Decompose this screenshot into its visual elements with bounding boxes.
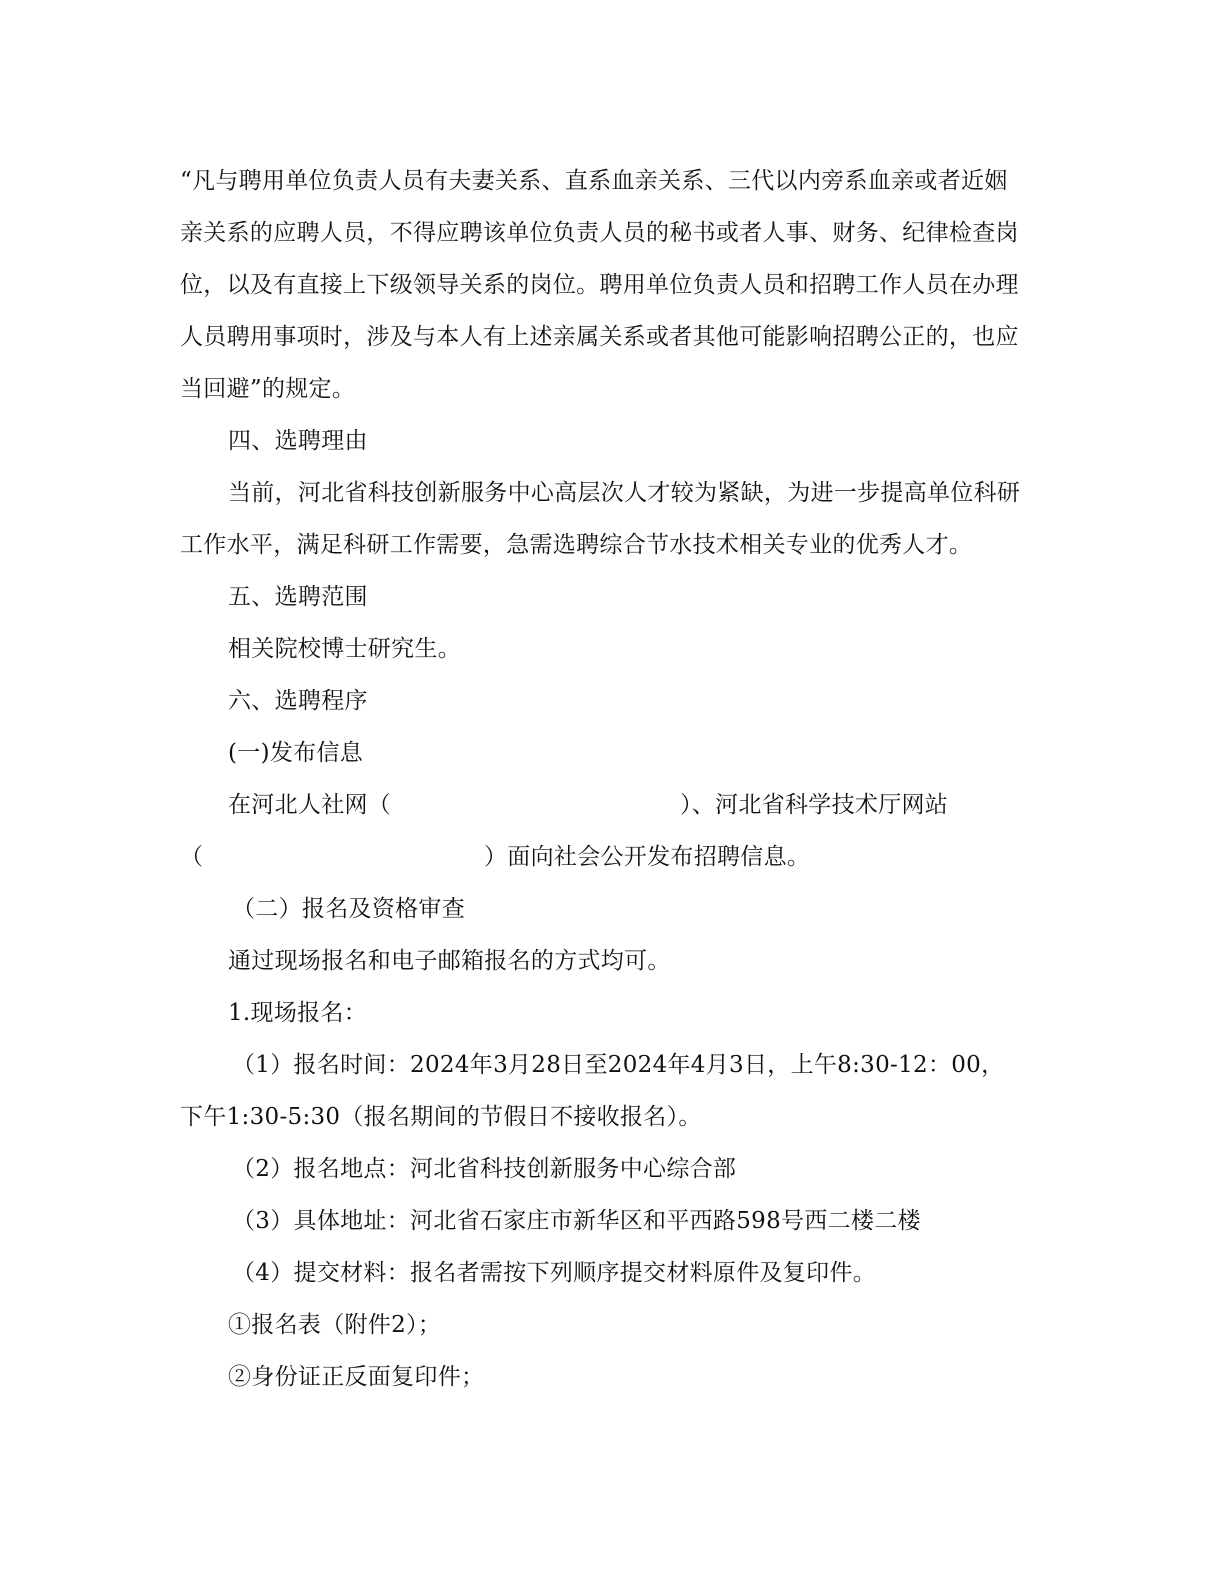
paragraph-line: 位，以及有直接上下级领导关系的岗位。聘用单位负责人员和招聘工作人员在办理 xyxy=(180,272,1019,298)
list-item: （4）提交材料：报名者需按下列顺序提交材料原件及复印件。 xyxy=(232,1260,877,1286)
paragraph-line: 通过现场报名和电子邮箱报名的方式均可。 xyxy=(228,948,671,974)
paragraph-line: 当回避”的规定。 xyxy=(180,376,356,402)
paragraph-line: （ xyxy=(180,844,204,870)
section-heading: 六、选聘程序 xyxy=(228,688,368,714)
list-item: ①报名表（附件2）； xyxy=(228,1312,442,1338)
section-heading: 五、选聘范围 xyxy=(228,584,368,610)
paragraph-line: ）、河北省科学技术厅网站 xyxy=(680,792,949,818)
list-item-continuation: 下午1:30-5:30（报名期间的节假日不接收报名）。 xyxy=(180,1104,702,1130)
paragraph-line: 工作水平，满足科研工作需要，急需选聘综合节水技术相关专业的优秀人才。 xyxy=(180,532,973,558)
paragraph-line: ）面向社会公开发布招聘信息。 xyxy=(484,844,811,870)
paragraph-line: 在河北人社网（ xyxy=(228,792,392,818)
list-item: （2）报名地点：河北省科技创新服务中心综合部 xyxy=(232,1156,737,1182)
list-item: （3）具体地址：河北省石家庄市新华区和平西路598号西二楼二楼 xyxy=(232,1208,921,1234)
subsection-heading: (一)发布信息 xyxy=(228,740,364,766)
paragraph-line: “凡与聘用单位负责人员有夫妻关系、直系血亲关系、三代以内旁系血亲或者近姻 xyxy=(180,168,1008,194)
list-heading: 1.现场报名： xyxy=(228,1000,368,1026)
list-item: （1）报名时间：2024年3月28日至2024年4月3日，上午8:30-12：00， xyxy=(232,1052,1005,1078)
subsection-heading: （二）报名及资格审查 xyxy=(232,896,465,922)
paragraph-line: 人员聘用事项时，涉及与本人有上述亲属关系或者其他可能影响招聘公正的，也应 xyxy=(180,324,1019,350)
paragraph-line: 当前，河北省科技创新服务中心高层次人才较为紧缺，为进一步提高单位科研 xyxy=(228,480,1021,506)
paragraph-line: 相关院校博士研究生。 xyxy=(228,636,461,662)
list-item: ②身份证正反面复印件； xyxy=(228,1364,485,1390)
paragraph-line: 亲关系的应聘人员，不得应聘该单位负责人员的秘书或者人事、财务、纪律检查岗 xyxy=(180,220,1019,246)
section-heading: 四、选聘理由 xyxy=(228,428,368,454)
